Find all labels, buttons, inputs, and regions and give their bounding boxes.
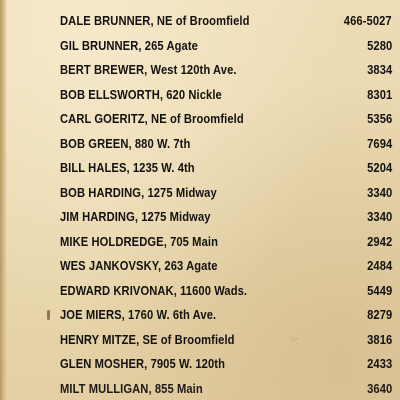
- list-item: [60, 181, 392, 206]
- list-item: [60, 377, 392, 400]
- list-item: [60, 205, 392, 230]
- entry-name: MIKE HOLDREDGE, 705 Main: [60, 233, 218, 249]
- entry-phone: 8301: [366, 86, 392, 102]
- list-item: [60, 34, 392, 59]
- entry-phone: 5204: [366, 160, 392, 175]
- entry-phone: 2484: [366, 258, 392, 273]
- list-item: [60, 279, 392, 304]
- list-item: [60, 107, 392, 132]
- entry-name: HENRY MITZE, SE of Broomfield: [60, 331, 235, 347]
- list-item: [60, 156, 392, 181]
- entry-phone: 3340: [366, 209, 392, 224]
- entry-name: MILT MULLIGAN, 855 Main: [60, 380, 203, 396]
- list-item: [60, 132, 392, 157]
- list-item: [60, 328, 392, 353]
- entry-phone: 2433: [366, 356, 392, 371]
- entry-phone: 2942: [366, 233, 392, 249]
- list-item: [60, 58, 392, 83]
- entry-name: BERT BREWER, West 120th Ave.: [60, 62, 237, 77]
- entry-name: GIL BRUNNER, 265 Agate: [60, 37, 198, 53]
- paper-speck: [47, 310, 50, 320]
- entry-name: DALE BRUNNER, NE of Broomfield: [60, 13, 250, 28]
- entry-phone: 3834: [366, 62, 392, 77]
- entry-phone: 3340: [366, 184, 392, 200]
- list-item: [60, 352, 392, 377]
- entry-name: BILL HALES, 1235 W. 4th: [60, 160, 195, 175]
- entry-phone: 8279: [366, 307, 392, 322]
- entry-name: JIM HARDING, 1275 Midway: [60, 209, 211, 224]
- directory-listing: [60, 9, 392, 400]
- page-edge-shadow: [0, 0, 7, 400]
- entry-name: BOB GREEN, 880 W. 7th: [60, 135, 191, 151]
- entry-phone: 3640: [366, 380, 392, 396]
- entry-phone: 5280: [366, 37, 392, 53]
- list-item: [60, 303, 392, 328]
- entry-name: BOB ELLSWORTH, 620 Nickle: [60, 86, 222, 102]
- entry-phone: 466-5027: [344, 13, 392, 28]
- entry-phone: 3816: [366, 331, 392, 347]
- entry-phone: 5356: [366, 111, 392, 126]
- list-item: [60, 83, 392, 108]
- entry-name: BOB HARDING, 1275 Midway: [60, 184, 217, 200]
- entry-name: WES JANKOVSKY, 263 Agate: [60, 258, 218, 273]
- paper-specks: ·∴·: [290, 336, 298, 343]
- entry-name: CARL GOERITZ, NE of Broomfield: [60, 111, 244, 126]
- list-item: [60, 254, 392, 279]
- entry-phone: 5449: [366, 282, 392, 298]
- entry-name: GLEN MOSHER, 7905 W. 120th: [60, 356, 226, 371]
- entry-name: JOE MIERS, 1760 W. 6th Ave.: [60, 307, 217, 322]
- entry-name: EDWARD KRIVONAK, 11600 Wads.: [60, 282, 248, 298]
- list-item: [60, 9, 392, 34]
- list-item: [60, 230, 392, 255]
- entry-phone: 7694: [366, 135, 392, 151]
